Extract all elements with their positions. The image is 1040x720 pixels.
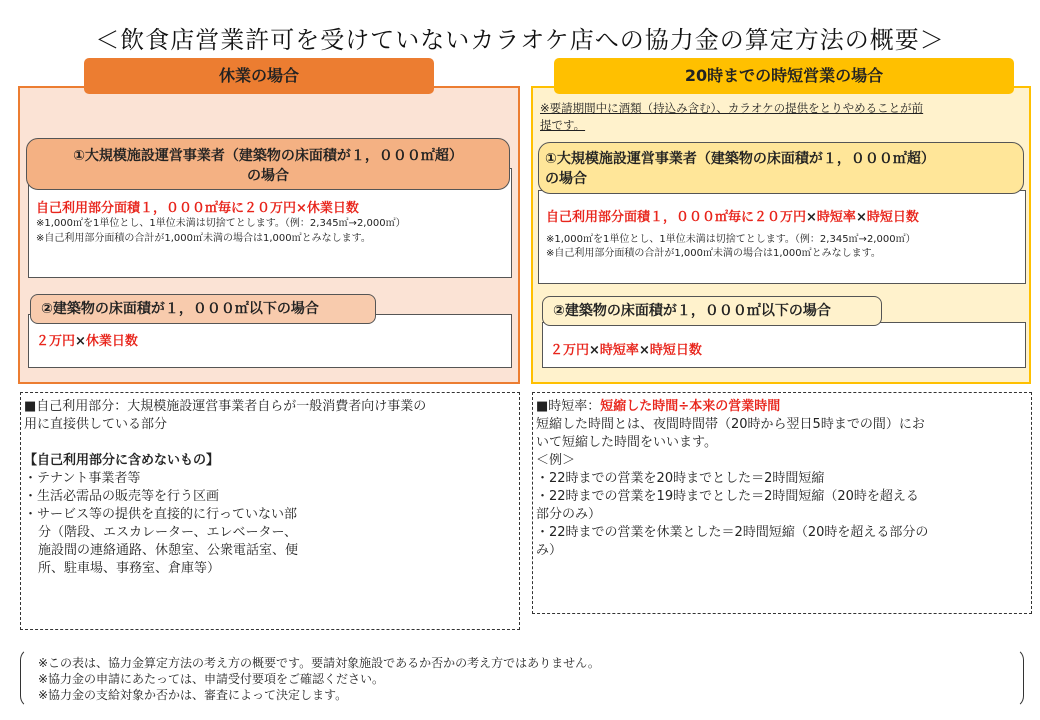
right-details-ex1: ・22時までの営業を20時までとした＝2時間短縮: [536, 471, 825, 486]
left-section1-note2: ※自己利用部分面積の合計が1,000㎡未満の場合は1,000㎡とみなします。: [36, 233, 371, 244]
right-section1-note2: ※自己利用部分面積の合計が1,000㎡未満の場合は1,000㎡とみなします。: [546, 248, 881, 259]
right-details-ex2-line2: 部分のみ）: [536, 507, 602, 522]
right-section1-title-line1: ①大規模施設運営事業者（建築物の床面積が１，０００㎡超）: [545, 151, 935, 167]
right-section1-title: [538, 142, 1024, 194]
left-section1-title-line1: ①大規模施設運営事業者（建築物の床面積が１，０００㎡超）: [73, 148, 463, 164]
right-section1-op2: ×: [855, 210, 867, 225]
right-section1-formula-b: 時短率: [816, 210, 856, 225]
right-note-line1: ※要請期間中に酒類（持込み含む）、カラオケの提供をとりやめることが前: [540, 101, 924, 115]
left-section1-title: [26, 138, 510, 190]
left-section2-formula: [36, 330, 138, 349]
right-section1-formula-a: 自己利用部分面積１，０００㎡毎に２０万円: [546, 210, 807, 225]
right-section1-formula: [546, 206, 919, 225]
right-details-rate-label: ■時短率：: [536, 399, 601, 414]
left-details-line1: ■自己利用部分：大規模施設運営事業者自らが一般消費者向け事業の: [24, 399, 427, 414]
right-section1-title-line2: の場合: [545, 171, 587, 187]
left-section1-note1: ※1,000㎡を1単位とし、1単位未満は切捨てとします。（例：2,345㎡→2,000㎡）: [36, 218, 406, 229]
left-section2-operator: ×: [75, 334, 86, 349]
right-section2-amount: ２万円: [550, 343, 590, 358]
right-details-content: [536, 398, 1030, 560]
right-details-ex2-line1: ・22時までの営業を19時までとした＝2時間短縮（20時を超える: [536, 489, 919, 504]
left-details-item3-line2: 分（階段、エスカレーター、エレベーター、: [38, 525, 297, 540]
left-details-item3-line4: 所、駐車場、事務室、倉庫等）: [38, 561, 221, 576]
right-section2-rate: 時短率: [599, 343, 639, 358]
footer-note1: ※この表は、協力金算定方法の考え方の概要です。要請対象施設であるか否かの考え方ではありません。: [38, 656, 600, 670]
right-section2-op2: ×: [638, 343, 650, 358]
right-panel-header: 20時までの時短営業の場合: [554, 58, 1014, 94]
left-details-item3-line3: 施設間の連絡通路、休憩室、公衆電話室、便: [38, 543, 299, 558]
left-details-line2: 用に直接供している部分: [24, 417, 168, 432]
right-section2-days: 時短日数: [649, 343, 702, 358]
left-section1-title-line2: の場合: [247, 168, 289, 184]
right-details-line3: いて短縮した時間をいいます。: [536, 435, 717, 450]
right-details-ex3-line1: ・22時までの営業を休業とした＝2時間短縮（20時を超える部分の: [536, 525, 929, 540]
right-section2-op1: ×: [589, 343, 600, 358]
page-title: ＜飲食店営業許可を受けていないカラオケ店への協力金の算定方法の概要＞: [95, 26, 945, 54]
left-section1-formula: 自己利用部分面積１，０００㎡毎に２０万円×休業日数: [36, 201, 359, 216]
footer-notes: [38, 655, 600, 703]
right-section2-title: ②建築物の床面積が１，０００㎡以下の場合: [542, 296, 882, 326]
left-details-heading: 【自己利用部分に含めないもの】: [24, 453, 220, 468]
left-section2-days: 休業日数: [85, 334, 138, 349]
left-section2-title: ②建築物の床面積が１，０００㎡以下の場合: [30, 294, 376, 324]
right-details-line2: 短縮した時間とは、夜間時間帯（20時から翌日5時までの間）にお: [536, 417, 925, 432]
footer-note3: ※協力金の支給対象か否かは、審査によって決定します。: [38, 688, 348, 702]
right-section1-formula-c: 時短日数: [866, 210, 919, 225]
left-details-item3-line1: ・サービス等の提供を直接的に行っていない部: [24, 507, 298, 522]
right-panel-precondition-note: [540, 100, 1020, 134]
left-details-content: [24, 398, 518, 578]
left-details-item2: ・生活必需品の販売等を行う区画: [24, 489, 220, 504]
left-section2-amount: ２万円: [36, 334, 76, 349]
right-details-rate-line: [536, 398, 1030, 416]
right-note-line2: 提です。: [540, 118, 586, 132]
left-panel-header: 休業の場合: [84, 58, 434, 94]
left-details-item1: ・テナント事業者等: [24, 471, 141, 486]
right-details-ex3-line2: み）: [536, 543, 563, 558]
right-section1-note1: ※1,000㎡を1単位とし、1単位未満は切捨てとします。（例：2,345㎡→2,000㎡）: [546, 234, 916, 245]
right-section1-op1: ×: [806, 210, 817, 225]
right-details-rate-formula: 短縮した時間÷本来の営業時間: [600, 399, 781, 414]
right-details-example-label: ＜例＞: [536, 453, 576, 468]
right-section2-formula: [550, 339, 702, 358]
footer-note2: ※協力金の申請にあたっては、申請受付要項をご確認ください。: [38, 672, 385, 686]
